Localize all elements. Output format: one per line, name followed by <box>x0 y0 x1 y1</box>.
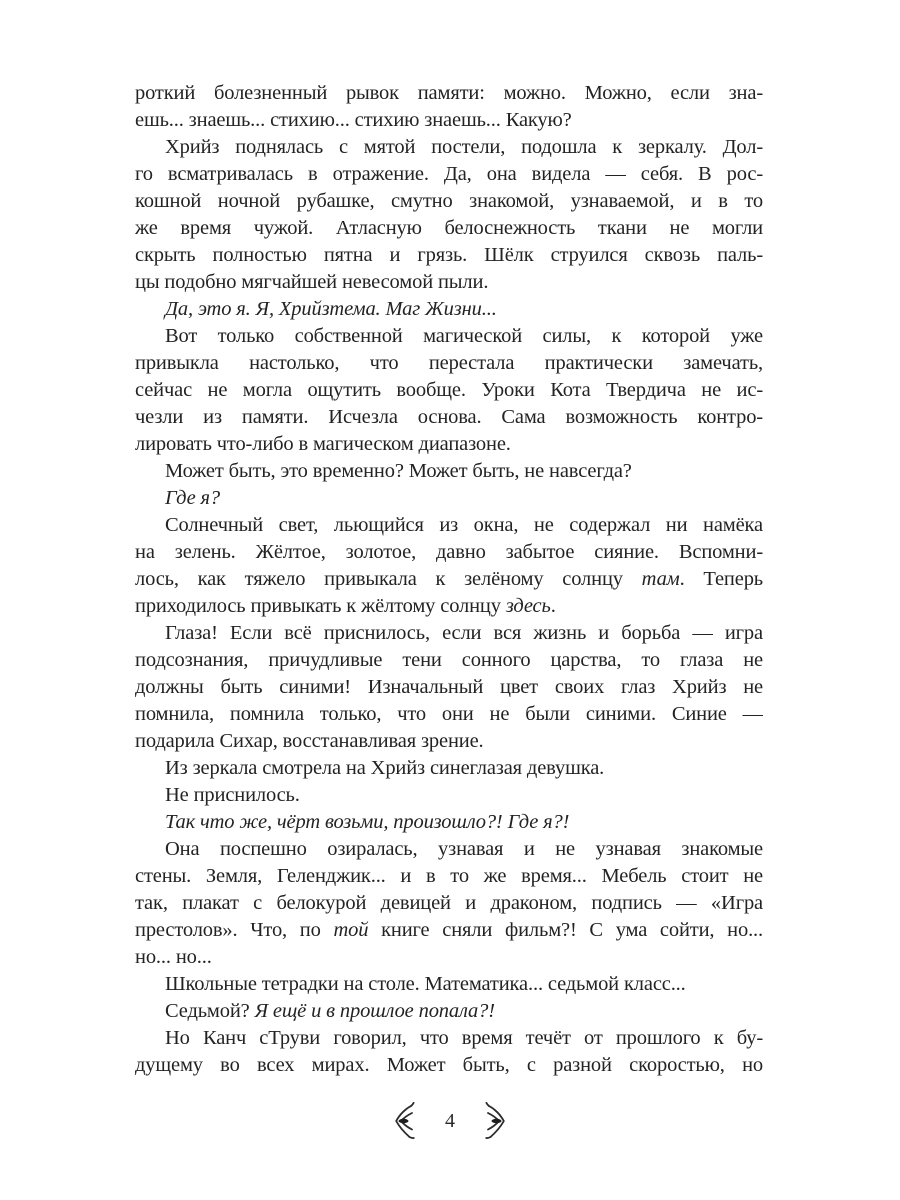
text-segment: дущему во всех мирах. Может быть, с разной скоростью, но <box>135 1054 763 1076</box>
text-segment: лировать что-либо в магическом диапазоне. <box>135 433 511 455</box>
text-segment: приходилось привыкать к жёлтому солнцу <box>135 595 506 617</box>
text-line <box>135 323 763 350</box>
page-text <box>135 80 763 1079</box>
text-segment: Солнечный свет, льющийся из окна, не содержал ни намёка <box>165 514 763 536</box>
text-segment: Вот только собственной магической силы, к которой уже <box>165 325 763 347</box>
text-segment-italic: там <box>641 568 680 590</box>
text-segment: стены. Земля, Геленджик... и в то же время... Мебель стоит не <box>135 865 763 887</box>
text-line <box>135 404 763 431</box>
text-segment: Она поспешно озиралась, узнавая и не узнавая знакомые <box>165 838 763 860</box>
text-line <box>135 431 763 458</box>
text-segment: престолов». Что, по <box>135 919 334 941</box>
text-line <box>135 539 763 566</box>
text-line <box>135 863 763 890</box>
text-line <box>135 944 763 971</box>
text-line <box>135 80 763 107</box>
text-line <box>135 269 763 296</box>
text-line <box>135 1052 763 1079</box>
text-segment: но... но... <box>135 946 212 968</box>
text-line <box>135 971 763 998</box>
text-line <box>135 836 763 863</box>
text-segment: должны быть синими! Изначальный цвет своих глаз Хрийз не <box>135 676 763 698</box>
text-segment: цы подобно мягчайшей невесомой пыли. <box>135 271 489 293</box>
text-line <box>135 890 763 917</box>
text-line <box>135 593 763 620</box>
text-segment-italic: той <box>333 919 369 941</box>
text-segment: Но Канч сТруви говорил, что время течёт от прошлого к бу- <box>165 1027 763 1049</box>
text-segment: подарила Сихар, восстанавливая зрение. <box>135 730 484 752</box>
text-segment: ешь... знаешь... стихию... стихию знаешь... Какую? <box>135 109 572 131</box>
text-segment: Хрийз поднялась с мятой постели, подошла к зеркалу. Дол- <box>165 136 763 158</box>
text-segment: помнила, помнила только, что они не были синими. Синие — <box>135 703 763 725</box>
text-segment: подсознания, причудливые тени сонного царства, то глаза не <box>135 649 763 671</box>
text-segment-italic: Да, это я. Я, Хрийзтема. Маг Жизни... <box>165 298 497 320</box>
text-segment: Школьные тетрадки на столе. Математика... седьмой класс... <box>165 973 686 995</box>
text-line <box>135 296 763 323</box>
text-line <box>135 701 763 728</box>
text-line <box>135 107 763 134</box>
fleuron-arrow-left-icon <box>393 1102 415 1140</box>
text-line <box>135 188 763 215</box>
text-line <box>135 566 763 593</box>
text-segment: го всматривалась в отражение. Да, она видела — себя. В рос- <box>135 163 763 185</box>
text-segment: книге сняли фильм?! С ума сойти, но... <box>368 919 763 941</box>
text-segment-italic: Где я? <box>165 487 221 509</box>
text-line <box>135 782 763 809</box>
text-line <box>135 485 763 512</box>
text-segment: Не приснилось. <box>165 784 300 806</box>
text-segment: Может быть, это временно? Может быть, не навсегда? <box>165 460 632 482</box>
text-segment: же время чужой. Атласную белоснежность ткани не могли <box>135 217 763 239</box>
page-number: 4 <box>445 1109 455 1132</box>
page-footer <box>0 1102 900 1140</box>
text-segment-italic: Я ещё и в прошлое попала?! <box>254 1000 495 1022</box>
text-segment: Седьмой? <box>165 1000 255 1022</box>
text-segment: . <box>550 595 556 617</box>
text-line <box>135 215 763 242</box>
text-line <box>135 350 763 377</box>
text-line <box>135 674 763 701</box>
text-line <box>135 809 763 836</box>
text-segment-italic: здесь <box>505 595 551 617</box>
text-segment: . Теперь <box>679 568 763 590</box>
text-line <box>135 161 763 188</box>
text-segment: привыкла настолько, что перестала практически замечать, <box>135 352 763 374</box>
text-line <box>135 1025 763 1052</box>
text-line <box>135 728 763 755</box>
text-segment: Из зеркала смотрела на Хрийз синеглазая девушка. <box>165 757 605 779</box>
text-segment: на зелень. Жёлтое, золотое, давно забытое сияние. Вспомни- <box>135 541 763 563</box>
text-line <box>135 512 763 539</box>
text-line <box>135 647 763 674</box>
text-segment: чезли из памяти. Исчезла основа. Сама возможность контро- <box>135 406 763 428</box>
text-line <box>135 620 763 647</box>
text-segment-italic: Так что же, чёрт возьми, произошло?! Где я?! <box>165 811 570 833</box>
fleuron-arrow-right-icon <box>485 1102 507 1140</box>
text-line <box>135 917 763 944</box>
text-line <box>135 998 763 1025</box>
text-segment: Глаза! Если всё приснилось, если вся жизнь и борьба — игра <box>165 622 763 644</box>
text-line <box>135 458 763 485</box>
text-segment: лось, как тяжело привыкала к зелёному солнцу <box>135 568 642 590</box>
text-line <box>135 134 763 161</box>
text-segment: роткий болезненный рывок памяти: можно. Можно, если зна- <box>135 82 763 104</box>
text-segment: скрыть полностью пятна и грязь. Шёлк струился сквозь паль- <box>135 244 763 266</box>
text-segment: так, плакат с белокурой девицей и драконом, подпись — «Игра <box>135 892 763 914</box>
text-segment: кошной ночной рубашке, смутно знакомой, узнаваемой, и в то <box>135 190 763 212</box>
text-line <box>135 377 763 404</box>
text-line <box>135 242 763 269</box>
text-line <box>135 755 763 782</box>
text-segment: сейчас не могла ощутить вообще. Уроки Кота Твердича не ис- <box>135 379 763 401</box>
